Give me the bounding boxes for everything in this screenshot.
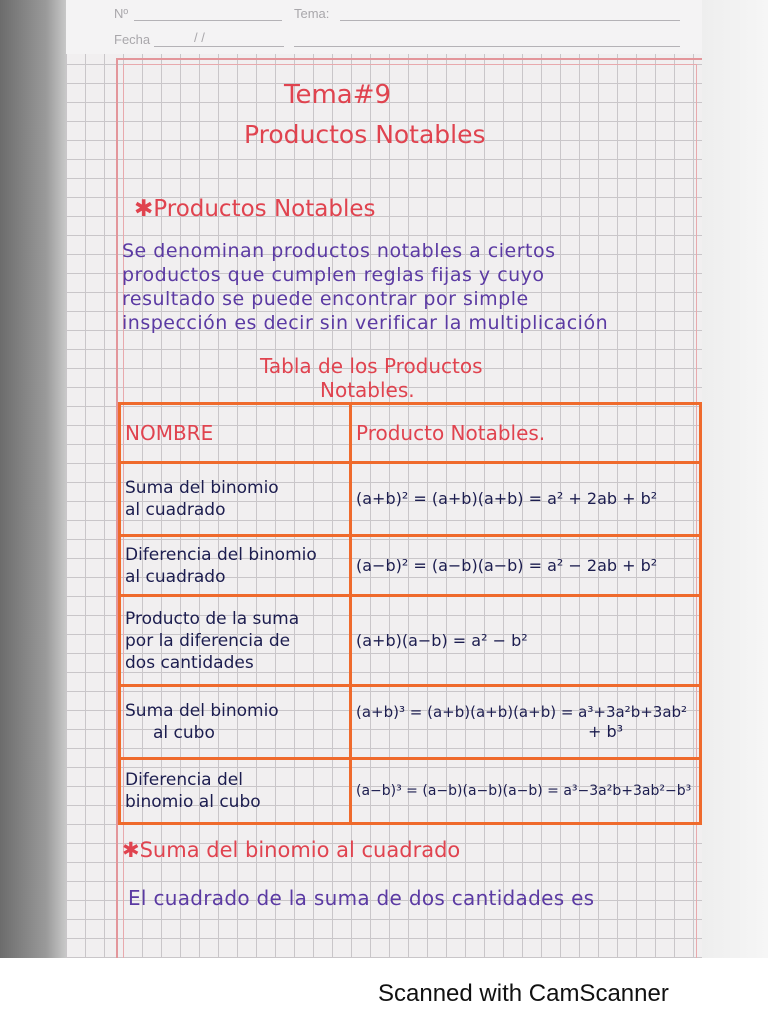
row-name-line: Suma del binomio xyxy=(125,701,279,721)
fecha-extra-line xyxy=(294,46,680,47)
row-name-line: binomio al cubo xyxy=(125,792,261,812)
table-row xyxy=(120,536,701,596)
scan-background-right xyxy=(702,0,768,958)
row-name-line: Diferencia del binomio xyxy=(125,544,317,565)
notebook-page xyxy=(66,0,702,958)
paragraph-line: El cuadrado de la suma de dos cantidades es xyxy=(128,886,595,910)
row-formula-line: (a−b)³ = (a−b)(a−b)(a−b) = a³−3a²b+3ab²−b³ xyxy=(356,783,692,799)
row-name-line: Suma del binomio xyxy=(125,478,279,498)
topic-number: Tema#9 xyxy=(284,80,392,110)
paragraph-line: productos que cumplen reglas fijas y cuyo xyxy=(122,264,545,286)
table-title-continued: Notables. xyxy=(320,378,415,402)
table-header-row xyxy=(120,404,701,463)
paragraph-line: Se denominan productos notables a ciertos xyxy=(122,240,556,262)
row-name-line: Producto de la suma xyxy=(125,608,300,629)
row-formula-cell xyxy=(351,596,701,686)
header-producto-notables: Producto Notables. xyxy=(351,404,701,463)
row-name-cell xyxy=(120,596,351,686)
row-name-line: por la diferencia de xyxy=(125,630,291,651)
numero-line xyxy=(134,20,282,21)
row-formula-line: (a+b)(a−b) = a² − b² xyxy=(356,630,528,650)
fecha-line xyxy=(154,46,284,47)
page-title: Productos Notables xyxy=(244,120,486,149)
tema-line xyxy=(340,20,680,21)
row-formula-cell xyxy=(351,463,701,536)
row-formula-cell xyxy=(351,536,701,596)
tema-label: Tema: xyxy=(294,6,330,21)
fecha-slashes: / / xyxy=(194,30,205,45)
header-nombre: NOMBRE xyxy=(120,404,351,463)
table-row xyxy=(120,686,701,759)
table-row xyxy=(120,596,701,686)
row-formula-line: (a−b)² = (a−b)(a−b) = a² − 2ab + b² xyxy=(356,555,658,575)
row-formula-line: (a+b)³ = (a+b)(a+b)(a+b) = a³+3a²b+3ab² xyxy=(356,703,688,721)
row-formula-line: (a+b)² = (a+b)(a+b) = a² + 2ab + b² xyxy=(356,489,658,508)
row-formula-cell xyxy=(351,686,701,759)
row-name-cell xyxy=(120,463,351,536)
page-header xyxy=(66,0,702,54)
row-name-cell xyxy=(120,759,351,824)
row-name-line: Diferencia del xyxy=(125,770,243,790)
camscanner-watermark: Scanned with CamScanner xyxy=(378,980,669,1007)
paragraph-line: inspección es decir sin verificar la multiplicación xyxy=(122,312,609,334)
table-row xyxy=(120,759,701,824)
row-name-cell xyxy=(120,686,351,759)
row-name-cell xyxy=(120,536,351,596)
notable-products-table xyxy=(118,402,702,825)
section-heading-suma-binomio: ✱Suma del binomio al cuadrado xyxy=(122,838,461,862)
table-title: Tabla de los Productos xyxy=(260,354,483,378)
row-name-line: al cubo xyxy=(153,723,215,743)
section-heading-productos-notables: ✱Productos Notables xyxy=(134,196,376,222)
scan-background-left xyxy=(0,0,66,958)
row-name-line: dos cantidades xyxy=(125,652,254,673)
row-name-line: al cuadrado xyxy=(125,500,226,520)
row-formula-line: + b³ xyxy=(588,722,624,741)
row-name-line: al cuadrado xyxy=(125,566,226,587)
numero-label: Nº xyxy=(114,6,129,21)
fecha-label: Fecha xyxy=(114,32,151,47)
paragraph-line: resultado se puede encontrar por simple xyxy=(122,288,529,310)
table-row xyxy=(120,463,701,536)
row-formula-cell xyxy=(351,759,701,824)
